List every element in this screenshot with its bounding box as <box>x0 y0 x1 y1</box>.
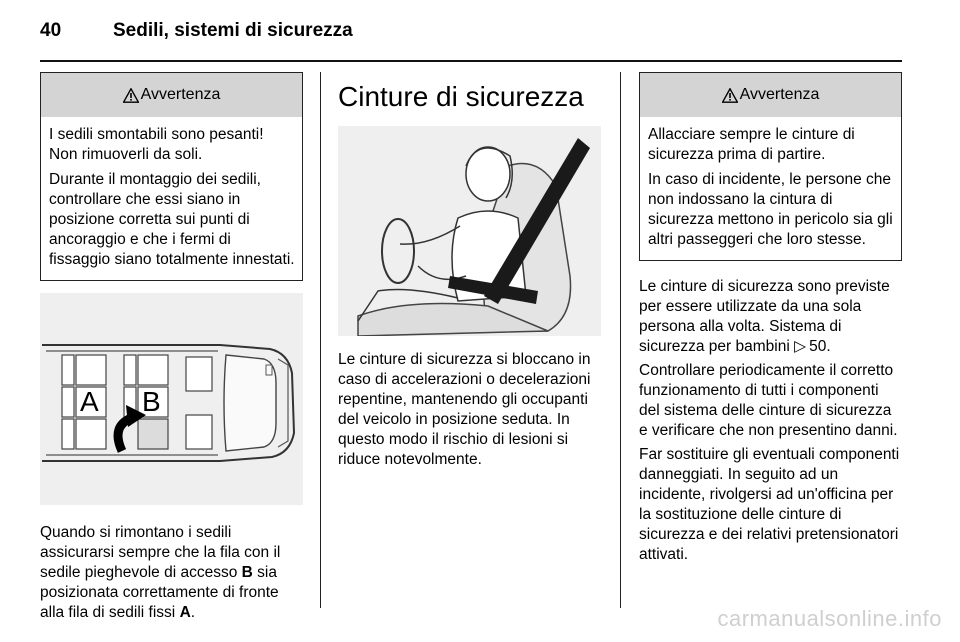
warning-paragraph: I sedili smontabili sono pesanti! Non rimuoverli da soli. <box>49 126 264 163</box>
column-left <box>40 72 303 623</box>
warning-heading-text: Avvertenza <box>140 86 221 103</box>
warning-heading <box>41 73 302 117</box>
warning-body <box>41 117 302 280</box>
body-text: sia posizionata correttamente di fronte alla fila di sedili fissi <box>40 564 279 621</box>
column-middle <box>338 72 601 470</box>
body-text: . <box>826 338 831 355</box>
body-text: Le cinture di sicurezza sono previste per essere utilizzate da una sola persona alla volta. Sistema di sicurezza per bambini <box>639 278 890 355</box>
page-title: Sedili, sistemi di sicurezza <box>113 20 353 41</box>
seatbelt-intro-text <box>338 350 601 470</box>
page-number: 40 <box>40 20 62 41</box>
page-reference-link[interactable]: 50 <box>809 338 827 355</box>
column-right <box>639 72 902 569</box>
seat-remount-text <box>40 523 303 623</box>
warning-triangle-icon <box>123 88 139 103</box>
warning-box <box>639 72 902 261</box>
header-rule <box>40 60 902 62</box>
section-title: Cinture di sicurezza <box>338 81 584 112</box>
warning-triangle-icon <box>722 88 738 103</box>
warning-body <box>640 117 901 260</box>
warning-paragraph: In caso di incidente, le persone che non indossano la cintura di sicurezza mettono in pericolo sia gli altri passeggeri che loro stesse. <box>648 171 893 248</box>
warning-paragraph: Allacciare sempre le cinture di sicurezza prima di partire. <box>648 126 855 163</box>
body-text: Le cinture di sicurezza si bloccano in caso di accelerazioni o decelerazioni repentine, mantenendo gli occupanti del veicolo in posizione seduta. In questo modo il rischio di lesioni si riduce notevolmente. <box>338 351 591 468</box>
warning-paragraph: Durante il montaggio dei sedili, controllare che essi siano in posizione corretta sui punti di ancoraggio e che i fermi di fissaggio siano totalmente innestati. <box>49 171 295 268</box>
seat-layout-figure <box>40 293 303 505</box>
page-reference-icon: ▷ <box>794 338 806 355</box>
seatbelt-info-text <box>639 277 902 565</box>
body-text: . <box>190 604 196 621</box>
seatbelt-figure <box>338 126 601 336</box>
body-text: Quando si rimontano i sedili assicurarsi sempre che la fila con il sedile pieghevole di accesso <box>40 524 281 581</box>
seat-row-b-label: B <box>142 386 161 417</box>
body-paragraph <box>639 277 902 357</box>
seat-row-a-label: A <box>80 386 99 417</box>
seatbelt-illustration <box>338 126 601 336</box>
watermark-text: carmanualsonline.info <box>717 606 942 631</box>
bold-label-b: B <box>241 564 253 581</box>
body-paragraph: Far sostituire gli eventuali componenti danneggiati. In seguito ad un incidente, rivolgersi ad un'officina per la sostituzione delle cinture di sicurezza e dei relativi pretensionatori attivati. <box>639 446 900 563</box>
warning-box <box>40 72 303 281</box>
warning-heading <box>640 73 901 117</box>
bold-label-a: A <box>179 604 191 621</box>
column-divider <box>320 72 321 608</box>
seat-layout-diagram <box>40 293 303 505</box>
column-divider <box>620 72 621 608</box>
warning-heading-text: Avvertenza <box>739 86 820 103</box>
body-paragraph: Controllare periodicamente il corretto funzionamento di tutti i componenti del sistema delle cinture di sicurezza e verificare che non presentino danni. <box>639 362 898 439</box>
